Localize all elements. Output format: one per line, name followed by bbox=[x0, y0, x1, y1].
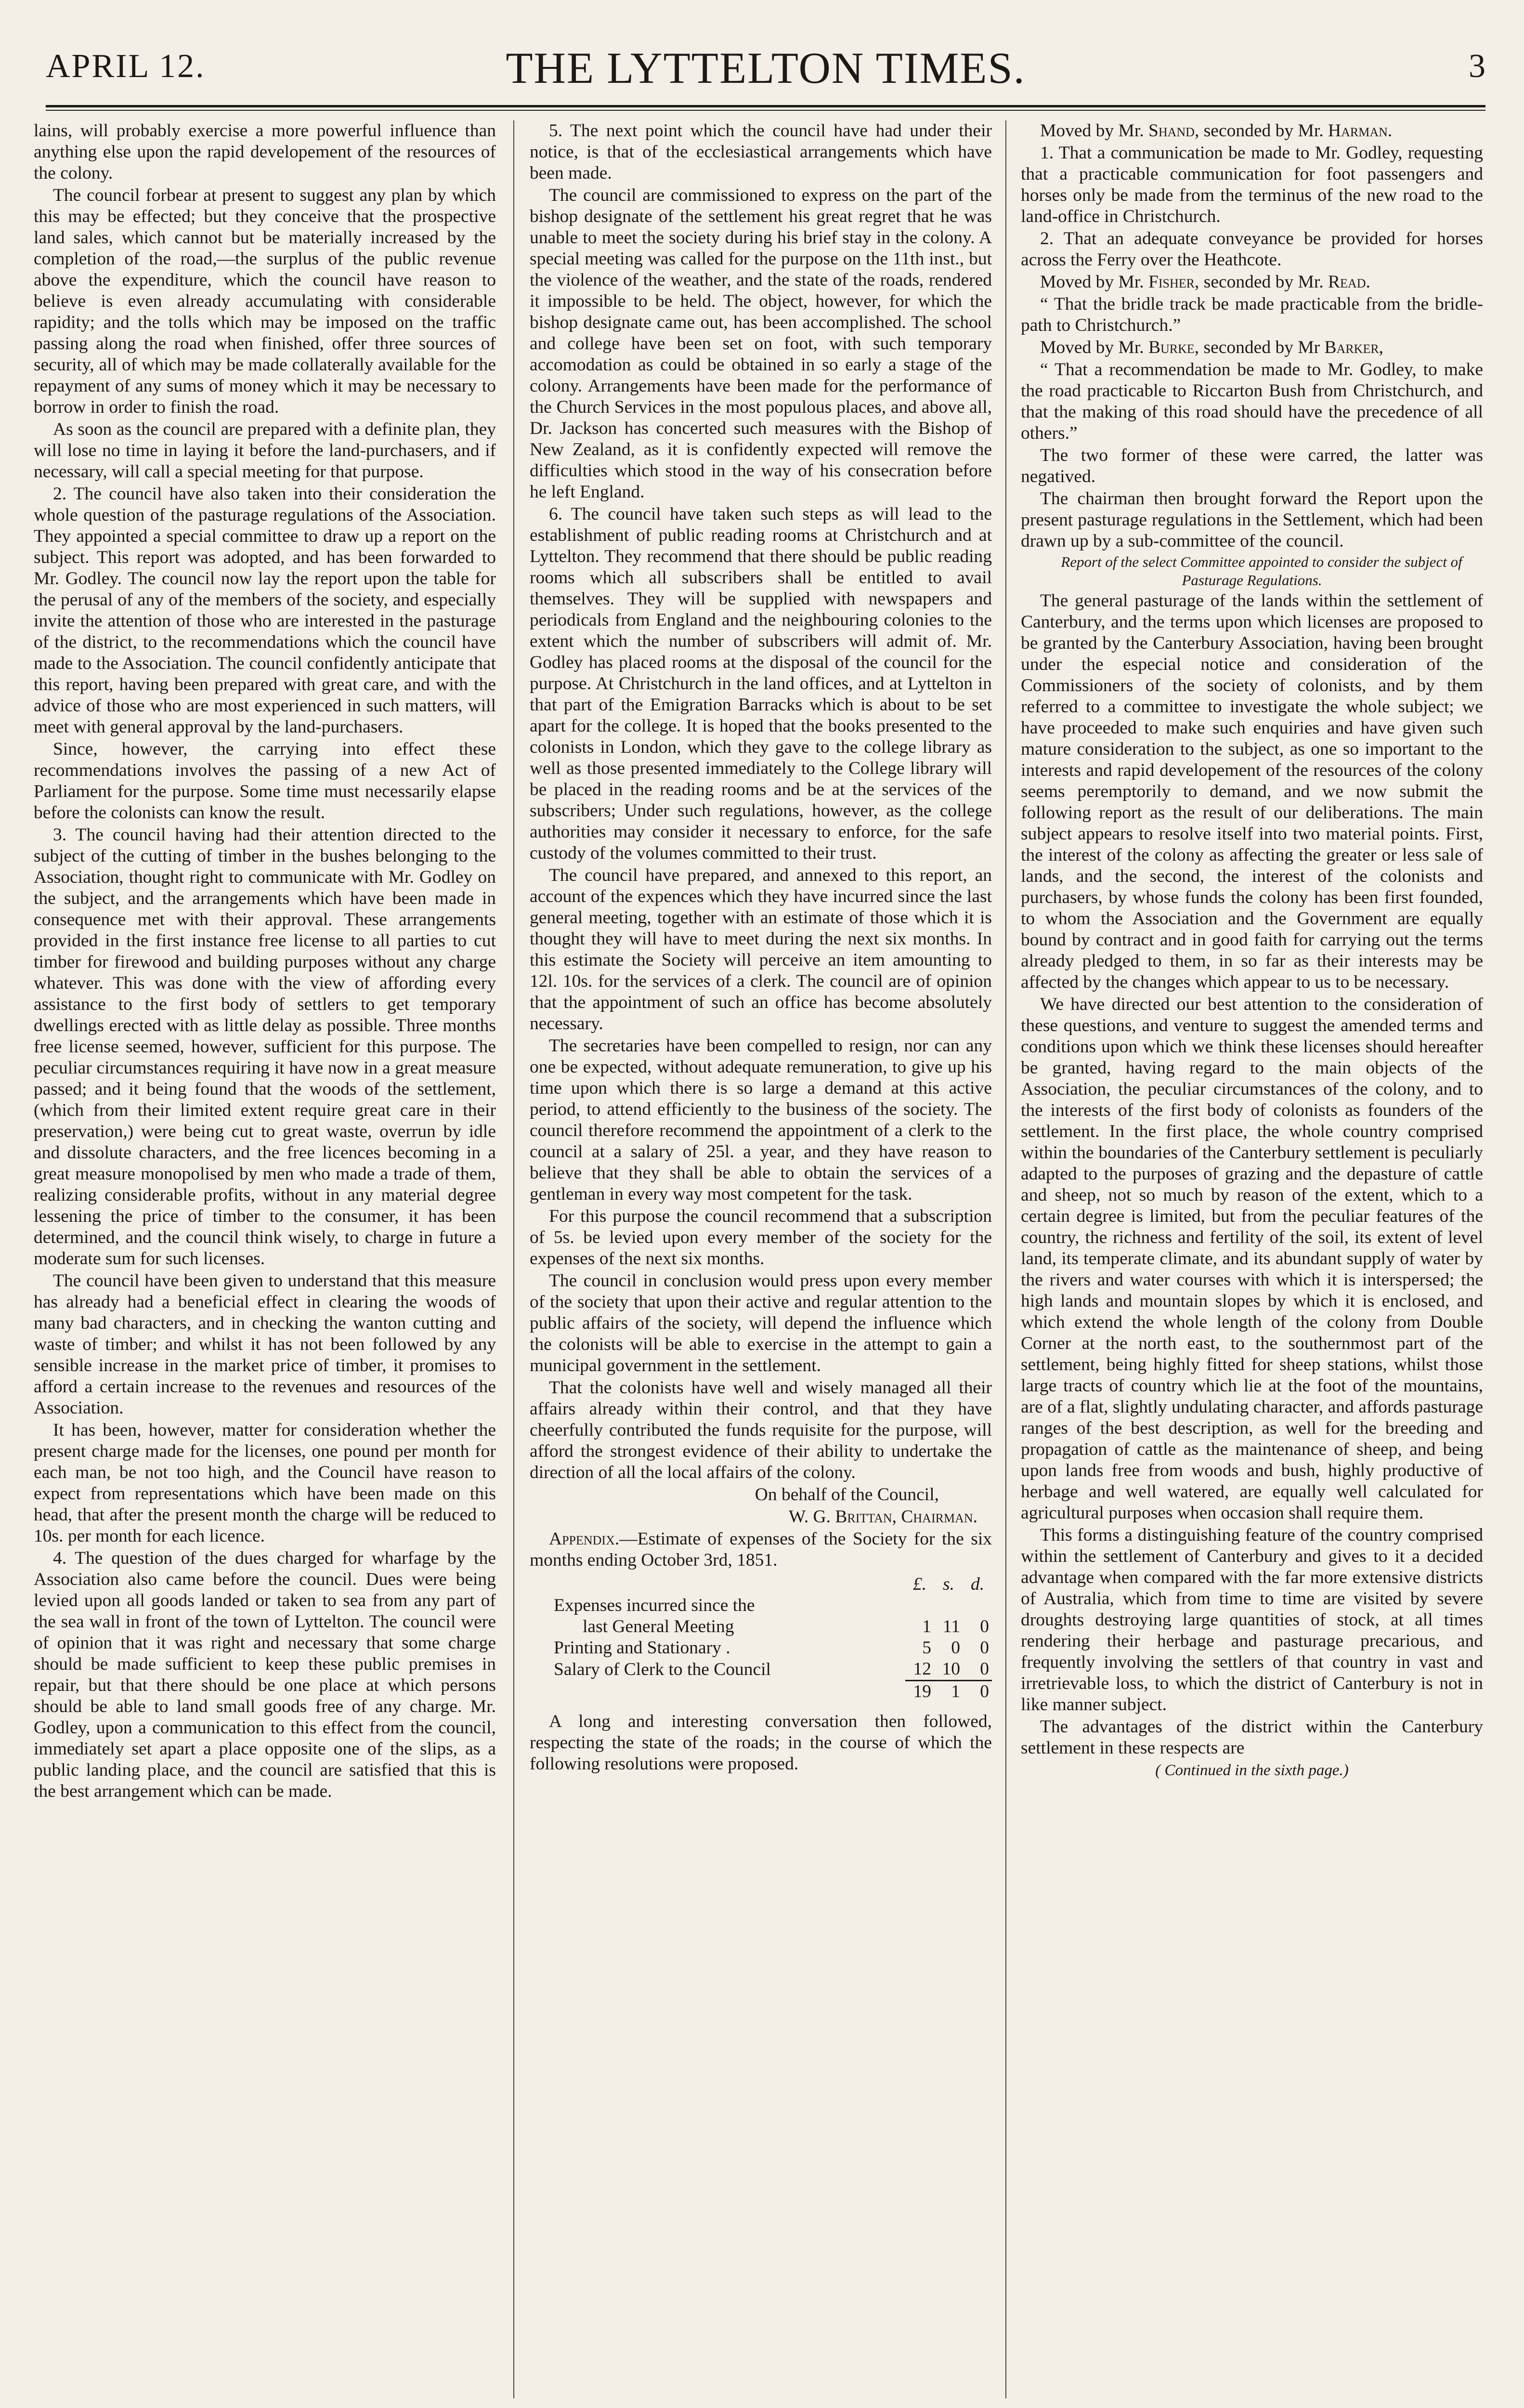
resolution: 1. That a communication be made to Mr. Godley, requesting that a practicable communication for foot passengers and horses only be made from the terminus of the new road to the land-office in Christchurch. bbox=[1021, 143, 1483, 226]
paragraph: The general pasturage of the lands within the settlement of Canterbury, and the terms upon which licenses are proposed to be granted by the Canterbury Association, having been brought under the especial notice and consideration of the Commissioners of the society of colonists, and by them referred to a committee to investigate the whole subject; we have proceeded to make such enquiries and have given such mature consideration to the subject, as one so important to the interests and rapid developement of the resources of the colony seems peremptorily to demand, and we now submit the following report as the result of our deliberations. The main subject appears to resolve itself into two material points. First, the interest of the colony as affecting the greater or less sale of lands, and the second, the interest of the colonists and purchasers, by whose funds the colony has been first founded, to whom the Association and the Government are equally bound by contract and in good faith for carrying out the terms already pledged to them, in so far as their interests may be affected by the changes which appear to us to be necessary. bbox=[1021, 591, 1483, 992]
expense-table bbox=[530, 1574, 992, 1702]
paragraph: For this purpose the council recommend that a subscription of 5s. be levied upon every member of the society for the expenses of the next six months. bbox=[530, 1206, 992, 1269]
continued-note: ( Continued in the sixth page.) bbox=[1155, 1762, 1349, 1779]
column-3 bbox=[1021, 120, 1483, 2398]
seconder-name: Read bbox=[1328, 272, 1366, 292]
column-header: £. bbox=[912, 1574, 927, 1594]
paragraph: The chairman then brought forward the Report upon the present pasturage regulations in the Settlement, which had been drawn up by a sub-committee of the council. bbox=[1021, 489, 1483, 551]
table-cell: 10 bbox=[942, 1659, 960, 1679]
motion-text: Moved by Mr. bbox=[1040, 338, 1148, 357]
motion-text: . bbox=[1387, 121, 1393, 141]
motion-text: , bbox=[1379, 338, 1384, 357]
issue-date: APRIL 12. bbox=[46, 48, 206, 85]
table-row bbox=[530, 1595, 992, 1616]
page-number: 3 bbox=[1469, 48, 1485, 85]
table-cell: 0 bbox=[951, 1638, 960, 1658]
masthead-rule-thin bbox=[46, 110, 1485, 111]
paragraph: 5. The next point which the council have had under their notice, is that of the ecclesiastical arrangements which have been made. bbox=[530, 121, 992, 183]
total-cell: 19 bbox=[905, 1681, 934, 1703]
signature-line: On behalf of the Council, bbox=[755, 1485, 939, 1505]
signature-name: W. G. Brittan, Chairman. bbox=[788, 1507, 977, 1527]
table-cell: Printing and Stationary . bbox=[554, 1638, 730, 1658]
paragraph: The council are commissioned to express on the part of the bishop designate of the settlement his great regret that he was unable to meet the society during his brief stay in the colony. A special meeting was called for the purpose on the 11th inst., but the violence of the weather, and the state of the roads, rendered it impossible to be held. The object, however, for which the bishop designate came out, has been accomplished. The school and college have been set on foot, with such temporary accomodation as could be obtained in so early a stage of the colony. Arrangements have been made for the performance of the Church Services in the most populous places, and above all, Dr. Jackson has concerted such measures with the Bishop of New Zealand, as it is confidently expected will remove the difficulties which stood in the way of his consecration before he left England. bbox=[530, 185, 992, 502]
resolution: “ That the bridle track be made practicable from the bridle-path to Christchurch.” bbox=[1021, 294, 1483, 335]
table-cell: 5 bbox=[922, 1638, 931, 1658]
motion-text: Moved by Mr. bbox=[1040, 121, 1148, 141]
column-divider bbox=[1005, 120, 1006, 2398]
total-cell: 1 bbox=[934, 1681, 963, 1703]
paragraph: The council have prepared, and annexed to this report, an account of the expences which they have incurred since the last general meeting, together with an estimate of those which it is thought they will have to meet during the next six months. In this estimate the Society will perceive an item amounting to 12l. 10s. for the services of a clerk. The council are of opinion that the appointment of such an office has become absolutely necessary. bbox=[530, 865, 992, 1034]
paragraph: lains, will probably exercise a more powerful influence than anything else upon the rapid developement of the resources of the colony. bbox=[34, 121, 496, 183]
paragraph: 3. The council having had their attention directed to the subject of the cutting of timber in the bushes belonging to the Association, thought right to communicate with Mr. Godley on the subject, and the arrangements which have been made in consequence met with their approval. These arrangements provided in the first instance free license to all parties to cut timber for firewood and building purposes without any charge whatever. This was done with the view of affording every assistance to the first body of settlers to get temporary dwellings erected with as little delay as possible. Three months free license seemed, however, sufficient for this purpose. The peculiar circumstances requiring it have now in a great measure passed; and it being found that the woods of the settlement, (which from their limited extent require great care in their preservation,) were being cut to great waste, overrun by idle and dissolute characters, and the free licences becoming in a great measure monopolised by men who made a trade of them, realizing considerable profits, without in any material degree lessening the price of timber to the consumer, it has been determined, and the council think wisely, to charge in future a moderate sum for such licenses. bbox=[34, 825, 496, 1269]
table-cell: 11 bbox=[942, 1617, 960, 1636]
column-header: d. bbox=[970, 1574, 985, 1594]
resolution: “ That a recommendation be made to Mr. Godley, to make the road practicable to Riccarton Bush from Christchurch, and that the making of this road should have the precedence of all others.” bbox=[1021, 360, 1483, 443]
mover-name: Burke bbox=[1148, 338, 1195, 357]
appendix-paragraph bbox=[530, 1529, 992, 1571]
mover-name: Shand bbox=[1148, 121, 1195, 141]
paragraph: The council in conclusion would press upon every member of the society that upon their active and regular attention to the public affairs of the society, will depend the influence which the colonists will be able to exercise in the attempt to gain a municipal government in the settlement. bbox=[530, 1271, 992, 1375]
paragraph: The advantages of the district within the Canterbury settlement in these respects are bbox=[1021, 1717, 1483, 1758]
table-row bbox=[530, 1659, 992, 1681]
newspaper-title: THE LYTTELTON TIMES. bbox=[506, 43, 1026, 92]
mover-name: Fisher bbox=[1148, 272, 1195, 292]
seconder-name: Barker bbox=[1324, 338, 1379, 357]
paragraph: That the colonists have well and wisely managed all their affairs already within their control, and that they have cheerfully contributed the funds requisite for the purpose, will afford the strongest evidence of their ability to undertake the direction of all the local affairs of the colony. bbox=[530, 1378, 992, 1482]
motion-line bbox=[1021, 120, 1483, 142]
seconder-name: Harman bbox=[1328, 121, 1388, 141]
motion-text: Moved by Mr. bbox=[1040, 272, 1148, 292]
paragraph: The council forbear at present to suggest any plan by which this may be effected; but they conceive that the prospective land sales, which cannot but be materially increased by the completion of the road,—the surplus of the public revenue above the expenditure, which the council have reason to believe is even already accumulating with considerable rapidity; and the tolls which may be imposed on the traffic passing along the road when finished, offer three sources of security, all of which may be made collaterally available for the repayment of any sums of money which it may be necessary to borrow in order to finish the road. bbox=[34, 185, 496, 417]
paragraph: 6. The council have taken such steps as will lead to the establishment of public reading rooms at Christchurch and at Lyttelton. They recommend that there should be public reading rooms which all subscribers shall be entitled to avail themselves. They will be supplied with newspapers and periodicals from England and the neighbouring colonies to the extent which the number of subscribers will admit of. Mr. Godley has placed rooms at the disposal of the council for the purpose. At Christchurch in the land offices, and at Lyttelton in that part of the Emigration Barracks which is about to be set apart for the college. It is hoped that the books presented to the colonists in London, which they gave to the college library as well as those presented immediately to the College library will be placed in the reading rooms and be at the services of the subscribers; Under such regulations, however, as the college authorities may consider it necessary to enforce, for the safe custody of the volumes committed to their trust. bbox=[530, 504, 992, 863]
masthead bbox=[46, 42, 1485, 100]
paragraph: Since, however, the carrying into effect these recommendations involves the passing of a new Act of Parliament for the purpose. Some time must necessarily elapse before the colonists can know the result. bbox=[34, 739, 496, 823]
paragraph: The two former of these were carred, the latter was negatived. bbox=[1021, 445, 1483, 486]
resolution: 2. That an adequate conveyance be provided for horses across the Ferry over the Heathcote. bbox=[1021, 229, 1483, 270]
table-cell: Expenses incurred since the bbox=[554, 1596, 755, 1615]
table-cell: 0 bbox=[980, 1659, 989, 1679]
total-cell: 0 bbox=[963, 1681, 992, 1703]
paragraph: The secretaries have been compelled to resign, nor can any one be expected, without adequate remuneration, to give up his time upon which there is so large a demand at this active period, to attend efficiently to the business of the society. The council therefore recommend the appointment of a clerk to the council at a salary of 25l. a year, and they have reason to believe that they shall be able to obtain the services of a gentleman in every way most competent for the task. bbox=[530, 1036, 992, 1204]
appendix-label: Appendix. bbox=[549, 1529, 620, 1549]
motion-text: , seconded by Mr. bbox=[1194, 272, 1329, 292]
paragraph: A long and interesting conversation then followed, respecting the state of the roads; in the course of which the following resolutions were proposed. bbox=[530, 1712, 992, 1774]
paragraph: It has been, however, matter for consideration whether the present charge made for the licenses, one pound per month for each man, be not too high, and the Council have reason to expect from representations which have been made on this head, that after the present month the charge will be reduced to 10s. per month for each licence. bbox=[34, 1420, 496, 1546]
table-cell: Salary of Clerk to the Council bbox=[554, 1659, 771, 1679]
table-cell: 12 bbox=[913, 1659, 931, 1679]
motion-line bbox=[1021, 272, 1483, 293]
column-1 bbox=[34, 120, 496, 2398]
motion-text: , seconded by Mr. bbox=[1194, 121, 1329, 141]
masthead-rule-thick bbox=[46, 105, 1485, 107]
paragraph: We have directed our best attention to the consideration of these questions, and venture to suggest the amended terms and conditions upon which we think these licenses should hereafter be granted, having regard to the main objects of the Association, the peculiar circumstances of the colony, and to the interests of the first body of colonists as founders of the settlement. In the first place, the whole country comprised within the boundaries of the Canterbury settlement is peculiarly adapted to the purposes of grazing and the depasture of cattle and sheep, not so much by reason of the extent, which to a certain degree is limited, but from the peculiar features of the country, the richness and fertility of the soil, its extent of level land, its temperate climate, and its abundant supply of water by the rivers and water courses with which it is interspersed; the high lands and mountain slopes by which it is enclosed, and which extend the whole length of the colony from Double Corner at the north east, to the southernmost part of the settlement, being highly fitted for sheep stations, whilst those large tracts of country which lie at the foot of the mountains, are of a flat, slightly undulating character, and affords pasturage ranges of the best description, as well for the breeding and propagation of cattle as the maintenance of sheep, and being upon lands free from woods and bush, highly productive of herbage and well watered, are equally well calculated for agricultural purposes when occasion shall require them. bbox=[1021, 995, 1483, 1523]
table-total-row bbox=[530, 1681, 992, 1703]
table-cell: 1 bbox=[922, 1617, 931, 1636]
appendix-text: —Estimate of expenses of the Society for the six months ending October 3rd, 1851. bbox=[530, 1529, 992, 1570]
table-cell: 0 bbox=[980, 1617, 989, 1636]
paragraph: 4. The question of the dues charged for wharfage by the Association also came before the council. Dues were being levied upon all goods landed or taken to sea from any part of the sea wall in front of the town of Lyttelton. The council were of opinion that it was right and necessary that some charge should be made sufficient to keep these public premises in repair, but that there should be one place at which persons should be able to land small goods free of any charge. Mr. Godley, upon a communication to this effect from the council, immediately set apart a place opposite one of the slips, as a public landing place, and the council are satisfied that this is the best arrangement which can be made. bbox=[34, 1548, 496, 1801]
table-row bbox=[530, 1637, 992, 1659]
paragraph: 2. The council have also taken into their consideration the whole question of the pasturage regulations of the Association. They appointed a special committee to draw up a report on the subject. This report was adopted, and has been forwarded to Mr. Godley. The council now lay the report upon the table for the perusal of any of the members of the society, and especially invite the attention of those who are interested in the pasturage of the district, to the recommendations which the council have made to the Association. The council confidently anticipate that this report, having been prepared with great care, and with the advice of those who are most experienced in such matters, will meet with general approval by the land-purchasers. bbox=[34, 484, 496, 737]
motion-text: , seconded by Mr bbox=[1194, 338, 1325, 357]
table-cell: 0 bbox=[980, 1638, 989, 1658]
motion-text: . bbox=[1366, 272, 1370, 292]
table-row bbox=[530, 1616, 992, 1637]
table-header-row bbox=[530, 1574, 992, 1595]
paragraph: As soon as the council are prepared with a definite plan, they will lose no time in laying it before the land-purchasers, and if necessary, will call a special meeting for that purpose. bbox=[34, 419, 496, 482]
column-divider bbox=[513, 120, 514, 2398]
column-2 bbox=[530, 120, 992, 2398]
table-cell: last General Meeting bbox=[583, 1617, 734, 1636]
paragraph: This forms a distinguishing feature of the country comprised within the settlement of Canterbury and gives to it a decided advantage when compared with the far more extensive districts of Australia, which from time to time are visited by severe droughts destroying large quantities of stock, at all times rendering their herbage and pasturage precarious, and frequently involving the settlers of that country in vast and irretrievable loss, to which the district of Canterbury is not in like manner subject. bbox=[1021, 1525, 1483, 1714]
motion-line bbox=[1021, 337, 1483, 358]
report-heading: Report of the select Committee appointed to consider the subject of Pasturage Regulations. bbox=[1061, 553, 1462, 589]
column-header: s. bbox=[943, 1574, 954, 1594]
paragraph: The council have been given to understand that this measure has already had a beneficial effect in clearing the woods of many bad characters, and in checking the wanton cutting and waste of timber; and whilst it has not been followed by any sensible increase in the market price of timber, it promises to afford a certain increase to the revenues and resources of the Association. bbox=[34, 1271, 496, 1418]
